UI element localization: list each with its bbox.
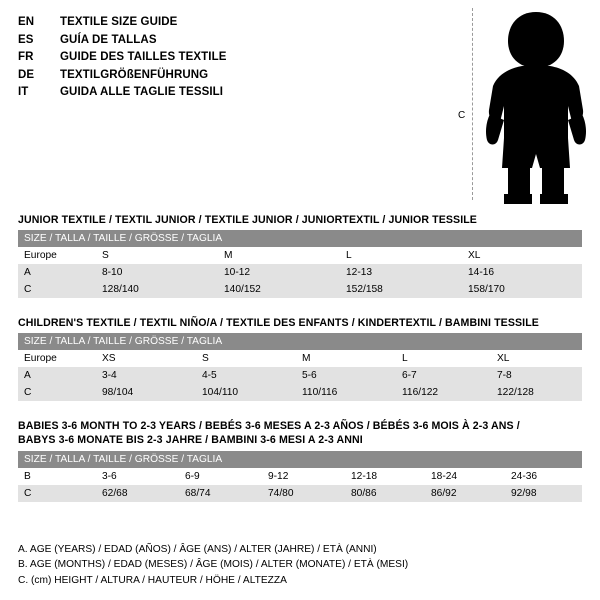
cell: 68/74 <box>179 485 262 502</box>
cell: 3-6 <box>96 468 179 485</box>
cell: L <box>396 350 491 367</box>
language-title: GUIDA ALLE TAGLIE TESSILI <box>60 86 224 98</box>
table-header-row <box>18 333 582 350</box>
language-row <box>18 67 318 85</box>
cell: S <box>96 247 218 264</box>
language-title-block <box>18 14 318 102</box>
section-title-line-1: BABIES 3-6 MONTH TO 2-3 YEARS / BEBÉS 3-6 MESES A 2-3 AÑOS / BÉBÉS 3-6 MOIS À 2-3 ANS / <box>18 420 520 432</box>
section-title <box>18 420 582 447</box>
cell: 110/116 <box>296 384 396 401</box>
legend-item-b: B. AGE (MONTHS) / EDAD (MESES) / ÂGE (MOIS) / ALTER (MONATE) / ETÀ (MESI) <box>18 559 409 570</box>
cell: S <box>196 350 296 367</box>
row-label: A <box>18 367 96 384</box>
babies-size-table <box>18 451 582 502</box>
language-row <box>18 49 318 67</box>
language-row <box>18 84 318 102</box>
row-label: Europe <box>18 350 96 367</box>
row-label: C <box>18 485 96 502</box>
cell: 10-12 <box>218 264 340 281</box>
language-title: GUÍA DE TALLAS <box>60 33 157 46</box>
cell: 6-9 <box>179 468 262 485</box>
cell: 6-7 <box>396 367 491 384</box>
cell: 8-10 <box>96 264 218 281</box>
section-title: CHILDREN'S TEXTILE / TEXTIL NIÑO/A / TEXTILE DES ENFANTS / KINDERTEXTIL / BAMBINI TESSILE <box>18 317 539 329</box>
cell: 12-13 <box>340 264 462 281</box>
cell: 86/92 <box>425 485 505 502</box>
junior-size-table <box>18 230 582 298</box>
cell: 122/128 <box>491 384 582 401</box>
cell: 12-18 <box>345 468 425 485</box>
measurement-dashed-line <box>472 8 473 200</box>
cell: 104/110 <box>196 384 296 401</box>
table-header-label: SIZE / TALLA / TAILLE / GRÖSSE / TAGLIA <box>18 333 582 350</box>
row-label: C <box>18 384 96 401</box>
table-row <box>18 485 582 502</box>
toddler-silhouette-icon <box>482 10 590 206</box>
cell: XL <box>491 350 582 367</box>
cell: 74/80 <box>262 485 345 502</box>
cell: 128/140 <box>96 281 218 298</box>
cell: 5-6 <box>296 367 396 384</box>
table-header-row <box>18 230 582 247</box>
table-row <box>18 350 582 367</box>
section-childrens-textile <box>18 317 582 401</box>
language-code: FR <box>18 51 34 63</box>
cell: 152/158 <box>340 281 462 298</box>
cell: M <box>218 247 340 264</box>
cell: 14-16 <box>462 264 582 281</box>
cell: 3-4 <box>96 367 196 384</box>
language-row <box>18 32 318 50</box>
cell: 7-8 <box>491 367 582 384</box>
table-row <box>18 247 582 264</box>
table-header-label: SIZE / TALLA / TAILLE / GRÖSSE / TAGLIA <box>18 451 582 468</box>
language-title: TEXTILE SIZE GUIDE <box>60 16 178 28</box>
section-title: JUNIOR TEXTILE / TEXTIL JUNIOR / TEXTILE JUNIOR / JUNIORTEXTIL / JUNIOR TESSILE <box>18 214 477 226</box>
measurement-label-c: C <box>458 110 466 121</box>
cell: XS <box>96 350 196 367</box>
cell: M <box>296 350 396 367</box>
row-label: Europe <box>18 247 96 264</box>
table-row <box>18 367 582 384</box>
language-code: EN <box>18 16 35 28</box>
table-row <box>18 264 582 281</box>
table-row <box>18 384 582 401</box>
row-label: A <box>18 264 96 281</box>
cell: 18-24 <box>425 468 505 485</box>
cell: L <box>340 247 462 264</box>
cell: 9-12 <box>262 468 345 485</box>
cell: 92/98 <box>505 485 582 502</box>
legend-block <box>18 542 582 589</box>
language-title: TEXTILGRÖßENFÜHRUNG <box>60 68 209 81</box>
cell: 158/170 <box>462 281 582 298</box>
cell: 62/68 <box>96 485 179 502</box>
legend-item-a: A. AGE (YEARS) / EDAD (AÑOS) / ÂGE (ANS) / ALTER (JAHRE) / ETÀ (ANNI) <box>18 543 377 555</box>
children-size-table <box>18 333 582 401</box>
cell: 4-5 <box>196 367 296 384</box>
cell: 24-36 <box>505 468 582 485</box>
legend-item-c: C. (cm) HEIGHT / ALTURA / HAUTEUR / HÖHE / ALTEZZA <box>18 574 287 586</box>
cell: 140/152 <box>218 281 340 298</box>
language-code: DE <box>18 68 35 81</box>
language-code: IT <box>18 86 29 98</box>
table-row <box>18 281 582 298</box>
section-junior-textile <box>18 214 582 298</box>
table-row <box>18 468 582 485</box>
section-babies-textile <box>18 420 582 502</box>
language-code: ES <box>18 33 34 46</box>
language-title: GUIDE DES TAILLES TEXTILE <box>60 51 227 63</box>
table-header-label: SIZE / TALLA / TAILLE / GRÖSSE / TAGLIA <box>18 230 582 247</box>
height-measurement-figure <box>440 6 590 206</box>
row-label: C <box>18 281 96 298</box>
table-header-row <box>18 451 582 468</box>
row-label: B <box>18 468 96 485</box>
cell: 80/86 <box>345 485 425 502</box>
cell: 98/104 <box>96 384 196 401</box>
cell: 116/122 <box>396 384 491 401</box>
section-title-line-2: BABYS 3-6 MONATE BIS 2-3 JAHRE / BAMBINI 3-6 MESI A 2-3 ANNI <box>18 433 363 446</box>
language-row <box>18 14 318 32</box>
cell: XL <box>462 247 582 264</box>
